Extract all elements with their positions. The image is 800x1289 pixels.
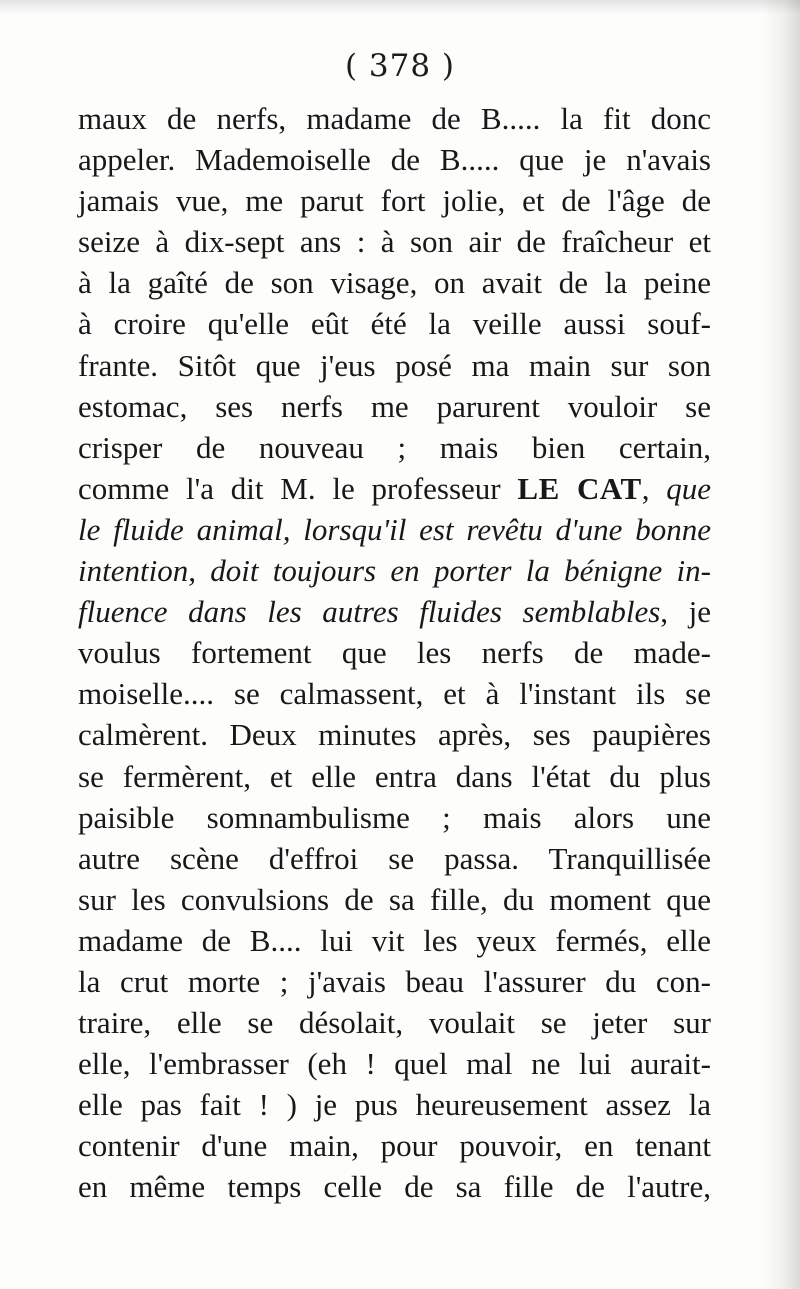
text-line: jamais vue, me parut fort jolie, et de l'âge de [78, 183, 711, 219]
text-line: estomac, ses nerfs me parurent vouloir se [78, 388, 711, 424]
text-line: se fermèrent, et elle entra dans l'état du plus [78, 758, 711, 794]
text-line: elle, l'embrasser (eh ! quel mal ne lui aurait- [78, 1046, 711, 1082]
text-line: à croire qu'elle eût été la veille aussi souf- [78, 306, 711, 342]
text-line: la crut morte ; j'avais beau l'assurer du con- [78, 963, 711, 999]
page-gutter-shadow [762, 0, 800, 1289]
text-line: en même temps celle de sa fille de l'autre, [78, 1169, 711, 1205]
text-line: voulus fortement que les nerfs de made- [78, 635, 711, 671]
quote-line: le fluide animal, lorsqu'il est revêtu d'une bonne [78, 511, 711, 547]
text-line: frante. Sitôt que j'eus posé ma main sur son [78, 347, 711, 383]
quote-text: fluence dans les autres fluides semblables [78, 594, 661, 630]
text-line: fluence dans les autres fluides semblables, je [78, 594, 712, 630]
text-line: paisible somnambulisme ; mais alors une [78, 799, 711, 835]
text-line: contenir d'une main, pour pouvoir, en tenant [78, 1128, 711, 1164]
body-text [78, 98, 711, 1208]
page-top-shadow [0, 0, 800, 14]
text-line: elle pas fait ! ) je pus heureusement assez la [78, 1087, 711, 1123]
text-line: madame de B.... lui vit les yeux fermés, elle [78, 922, 711, 958]
text-line: seize à dix-sept ans : à son air de fraîcheur et [78, 224, 711, 260]
text-line: moiselle.... se calmassent, et à l'instant ils se [78, 676, 711, 712]
text-line: crisper de nouveau ; mais bien certain, [78, 429, 711, 465]
text-line: appeler. Mademoiselle de B..... que je n'avais [78, 142, 711, 178]
author-name: LE CAT [517, 470, 642, 506]
text-line: maux de nerfs, madame de B..... la fit donc [78, 101, 711, 136]
quote-text: que [666, 470, 711, 506]
text-line: calmèrent. Deux minutes après, ses paupières [78, 717, 711, 753]
text-line: sur les convulsions de sa fille, du moment que [78, 881, 711, 917]
text-line: traire, elle se désolait, voulait se jeter sur [78, 1005, 711, 1041]
text-line: à la gaîté de son visage, on avait de la peine [78, 265, 711, 301]
text-line: comme l'a dit M. le professeur LE CAT, que [78, 470, 711, 506]
quote-line: intention, doit toujours en porter la bénigne in- [78, 553, 711, 589]
page-number: ( 378 ) [344, 48, 456, 84]
text-line: autre scène d'effroi se passa. Tranquillisée [78, 840, 711, 876]
